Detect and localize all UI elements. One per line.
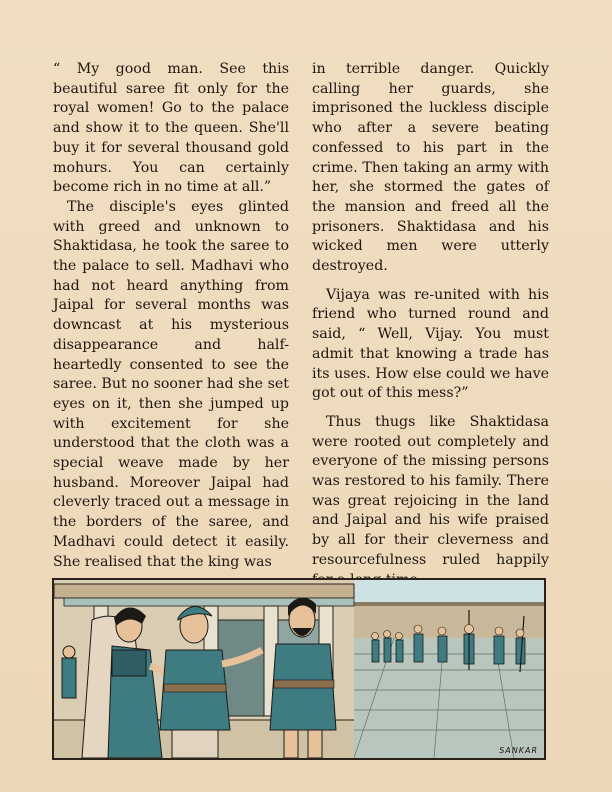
right-text-column: [312, 60, 549, 590]
story-paragraph: Thus thugs like Shaktidasa were rooted out completely and everyone of the missing persons was restored to his family. There was great rejoicing in the land and Jaipal and his wife praised by all for their cleverness and resourcefulness ruled happily: [312, 413, 549, 568]
story-paragraph: Vijaya was re-united with his friend who turned round and said, “ Well, Vijay. You must admit that knowing a trade has its uses. How else could we have got out of this mess?”: [312, 286, 549, 402]
story-illustration: [52, 578, 546, 760]
story-paragraph: in terrible danger. Quickly calling her guards, she imprisoned the luckless disciple who after a severe beating confessed to his part in the crime. Then taking an army with her, she stormed the gates of the mansion and freed all the prisoners. Shaktidasa and his wicked men were utterly destroyed.: [312, 61, 549, 275]
artist-signature: SANKAR: [499, 746, 538, 755]
left-text-column: [53, 60, 289, 572]
story-paragraph: “ My good man. See this beautiful saree fit only for the royal women! Go to the palace and show it to the queen. She'll buy it for several thousand gold mohurs. You can certainly become rich in no time at all.”: [53, 61, 289, 196]
illustration-art: [54, 580, 544, 758]
story-paragraph: The disciple's eyes glinted with greed and unknown to Shaktidasa, he took the saree to the palace to sell. Madhavi who had not heard anything from Jaipal for several months was downcast at his mysterious disappearance and half-heartedly consented to see the saree. But no sooner had she set eyes on it, then she jumped up with excitement for she understood that the cloth was a special weave made by her husband. Moreover Jaipal had cleverly traced out a message in the borders of the saree, and Madhavi could detect it easily. She realised that the king was: [53, 198, 289, 570]
